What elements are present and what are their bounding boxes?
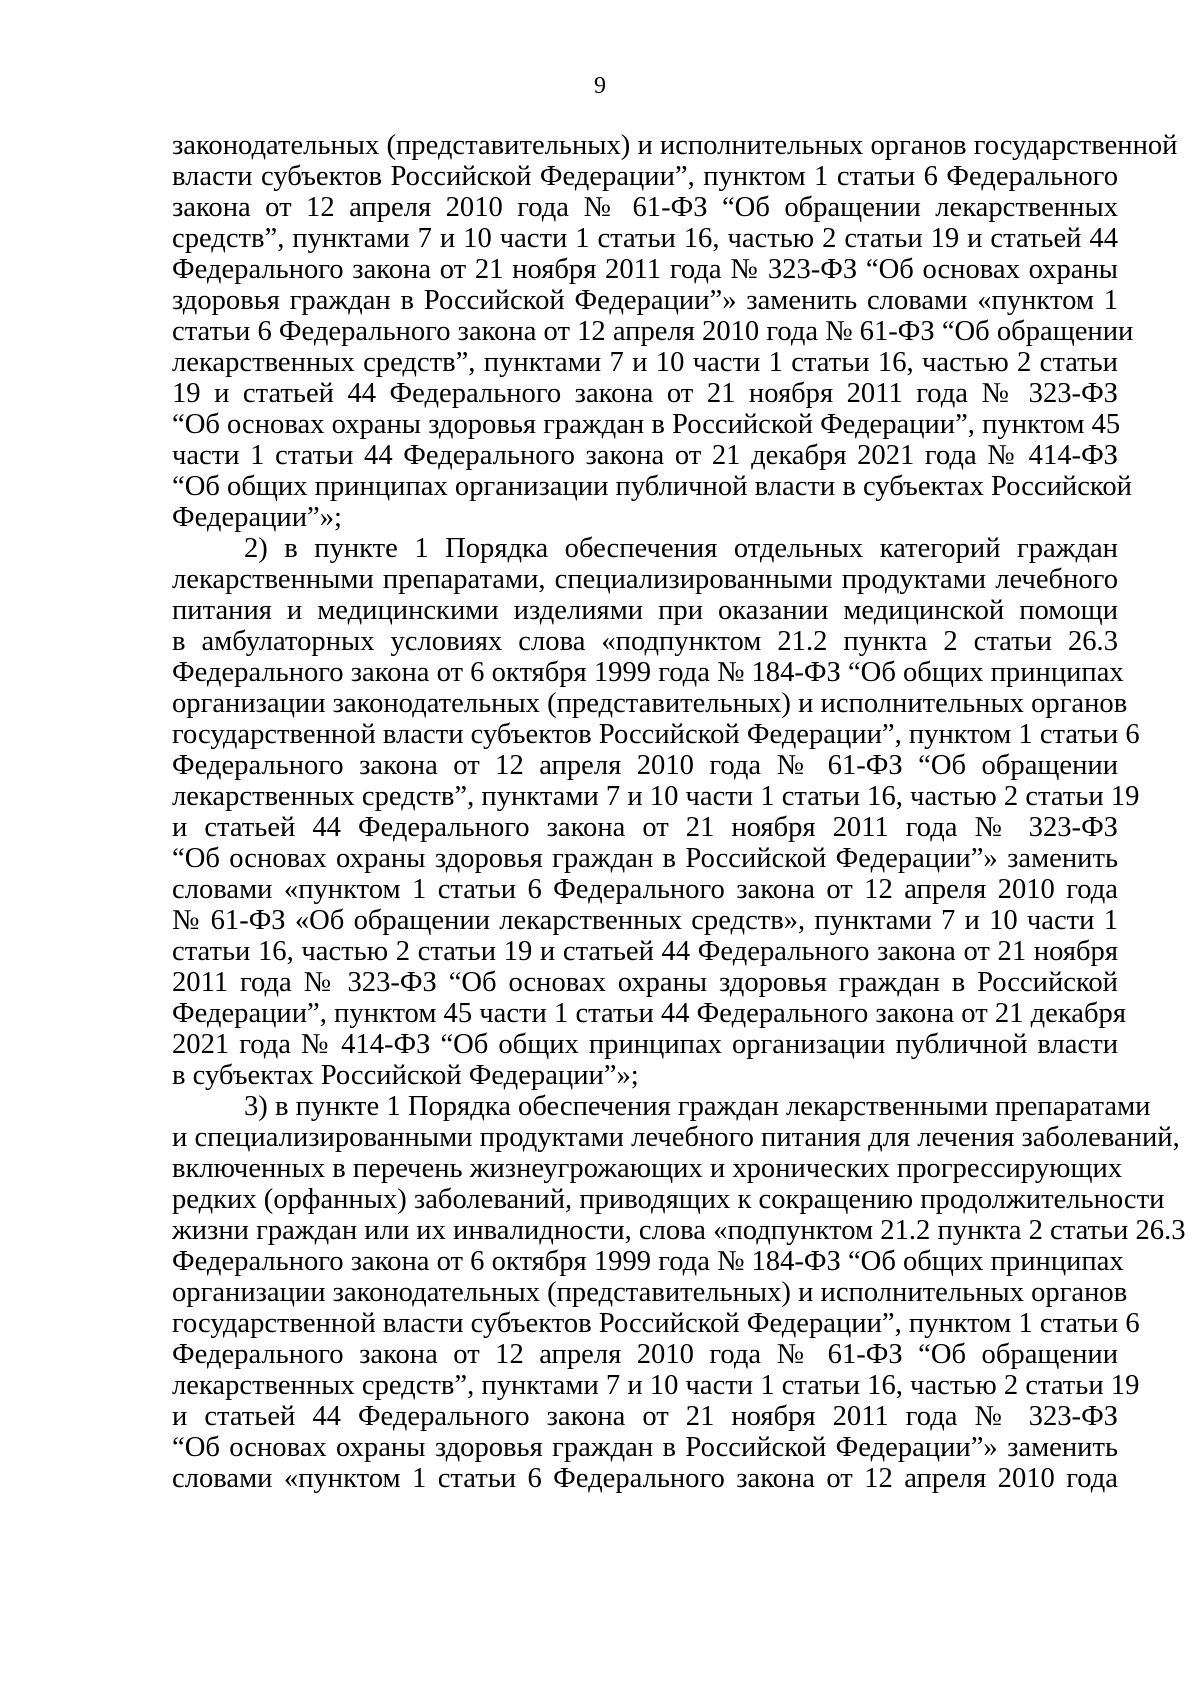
text-line: словами «пунктом 1 статьи 6 Федерального закона от 12 апреля 2010 года [172, 1463, 1118, 1494]
paragraph-2-first-line: 2) в пункте 1 Порядка обеспечения отдельных категорий граждан [244, 533, 1118, 564]
text-line: “Об общих принципах организации публичной власти в субъектах Российской [172, 471, 1132, 502]
text-line: Федерального закона от 21 ноября 2011 года № 323-ФЗ “Об основах охраны [172, 254, 1118, 285]
text-line: “Об основах охраны здоровья граждан в Российской Федерации”, пунктом 45 [172, 409, 1121, 440]
text-line: организации законодательных (представительных) и исполнительных органов [172, 688, 1128, 719]
text-line: питания и медицинскими изделиями при оказании медицинской помощи [172, 595, 1118, 626]
document-body [172, 130, 1186, 1494]
text-line: законодательных (представительных) и исполнительных органов государственной [172, 130, 1178, 161]
text-line: государственной власти субъектов Российской Федерации”, пунктом 1 статьи 6 [172, 1308, 1140, 1339]
text-line: закона от 12 апреля 2010 года № 61-ФЗ “Об обращении лекарственных [172, 192, 1118, 223]
paragraph-3-first-line: 3) в пункте 1 Порядка обеспечения граждан лекарственными препаратами [244, 1091, 1151, 1122]
text-line: государственной власти субъектов Российской Федерации”, пунктом 1 статьи 6 [172, 719, 1140, 750]
text-line: лекарственных средств”, пунктами 7 и 10 части 1 статьи 16, частью 2 статьи 19 [172, 781, 1140, 812]
text-line: и специализированными продуктами лечебного питания для лечения заболеваний, [172, 1122, 1180, 1153]
text-line: Федерального закона от 6 октября 1999 года № 184-ФЗ “Об общих принципах [172, 657, 1124, 688]
text-line: 19 и статьей 44 Федерального закона от 21 ноября 2011 года № 323-ФЗ [172, 378, 1118, 409]
text-line: Федерации”»; [172, 502, 342, 533]
page-number: 9 [594, 73, 606, 99]
text-line: № 61-ФЗ «Об обращении лекарственных средств», пунктами 7 и 10 части 1 [172, 905, 1118, 936]
text-line: средств”, пунктами 7 и 10 части 1 статьи 16, частью 2 статьи 19 и статьей 44 [172, 223, 1118, 254]
text-line: Федерального закона от 12 апреля 2010 года № 61-ФЗ “Об обращении [172, 1339, 1118, 1370]
text-line: власти субъектов Российской Федерации”, пунктом 1 статьи 6 Федерального [172, 161, 1118, 192]
text-line: “Об основах охраны здоровья граждан в Российской Федерации”» заменить [172, 843, 1118, 874]
text-line: статьи 16, частью 2 статьи 19 и статьей 44 Федерального закона от 21 ноября [172, 936, 1118, 967]
text-line: Федерального закона от 12 апреля 2010 года № 61-ФЗ “Об обращении [172, 750, 1118, 781]
text-line: “Об основах охраны здоровья граждан в Российской Федерации”» заменить [172, 1432, 1118, 1463]
text-line: Федерации”, пунктом 45 части 1 статьи 44 Федерального закона от 21 декабря [172, 998, 1126, 1029]
text-line: лекарственными препаратами, специализированными продуктами лечебного [172, 564, 1118, 595]
text-line: части 1 статьи 44 Федерального закона от 21 декабря 2021 года № 414-ФЗ [172, 440, 1118, 471]
text-line: организации законодательных (представительных) и исполнительных органов [172, 1277, 1128, 1308]
text-line: словами «пунктом 1 статьи 6 Федерального закона от 12 апреля 2010 года [172, 874, 1118, 905]
text-line: 2021 года № 414-ФЗ “Об общих принципах организации публичной власти [172, 1029, 1118, 1060]
text-line: в субъектах Российской Федерации”»; [172, 1060, 639, 1091]
text-line: Федерального закона от 6 октября 1999 года № 184-ФЗ “Об общих принципах [172, 1246, 1124, 1277]
text-line: статьи 6 Федерального закона от 12 апреля 2010 года № 61-ФЗ “Об обращении [172, 316, 1134, 347]
text-line: здоровья граждан в Российской Федерации”» заменить словами «пунктом 1 [172, 285, 1118, 316]
text-line: и статьей 44 Федерального закона от 21 ноября 2011 года № 323-ФЗ [172, 812, 1118, 843]
text-line: в амбулаторных условиях слова «подпунктом 21.2 пункта 2 статьи 26.3 [172, 626, 1118, 657]
text-line: и статьей 44 Федерального закона от 21 ноября 2011 года № 323-ФЗ [172, 1401, 1118, 1432]
text-line: включенных в перечень жизнеугрожающих и хронических прогрессирующих [172, 1153, 1123, 1184]
text-line: редких (орфанных) заболеваний, приводящих к сокращению продолжительности [172, 1184, 1165, 1215]
text-line: 2011 года № 323-ФЗ “Об основах охраны здоровья граждан в Российской [172, 967, 1118, 998]
text-line: жизни граждан или их инвалидности, слова «подпунктом 21.2 пункта 2 статьи 26.3 [172, 1215, 1186, 1246]
text-line: лекарственных средств”, пунктами 7 и 10 части 1 статьи 16, частью 2 статьи 19 [172, 1370, 1140, 1401]
text-line: лекарственных средств”, пунктами 7 и 10 части 1 статьи 16, частью 2 статьи [172, 347, 1118, 378]
